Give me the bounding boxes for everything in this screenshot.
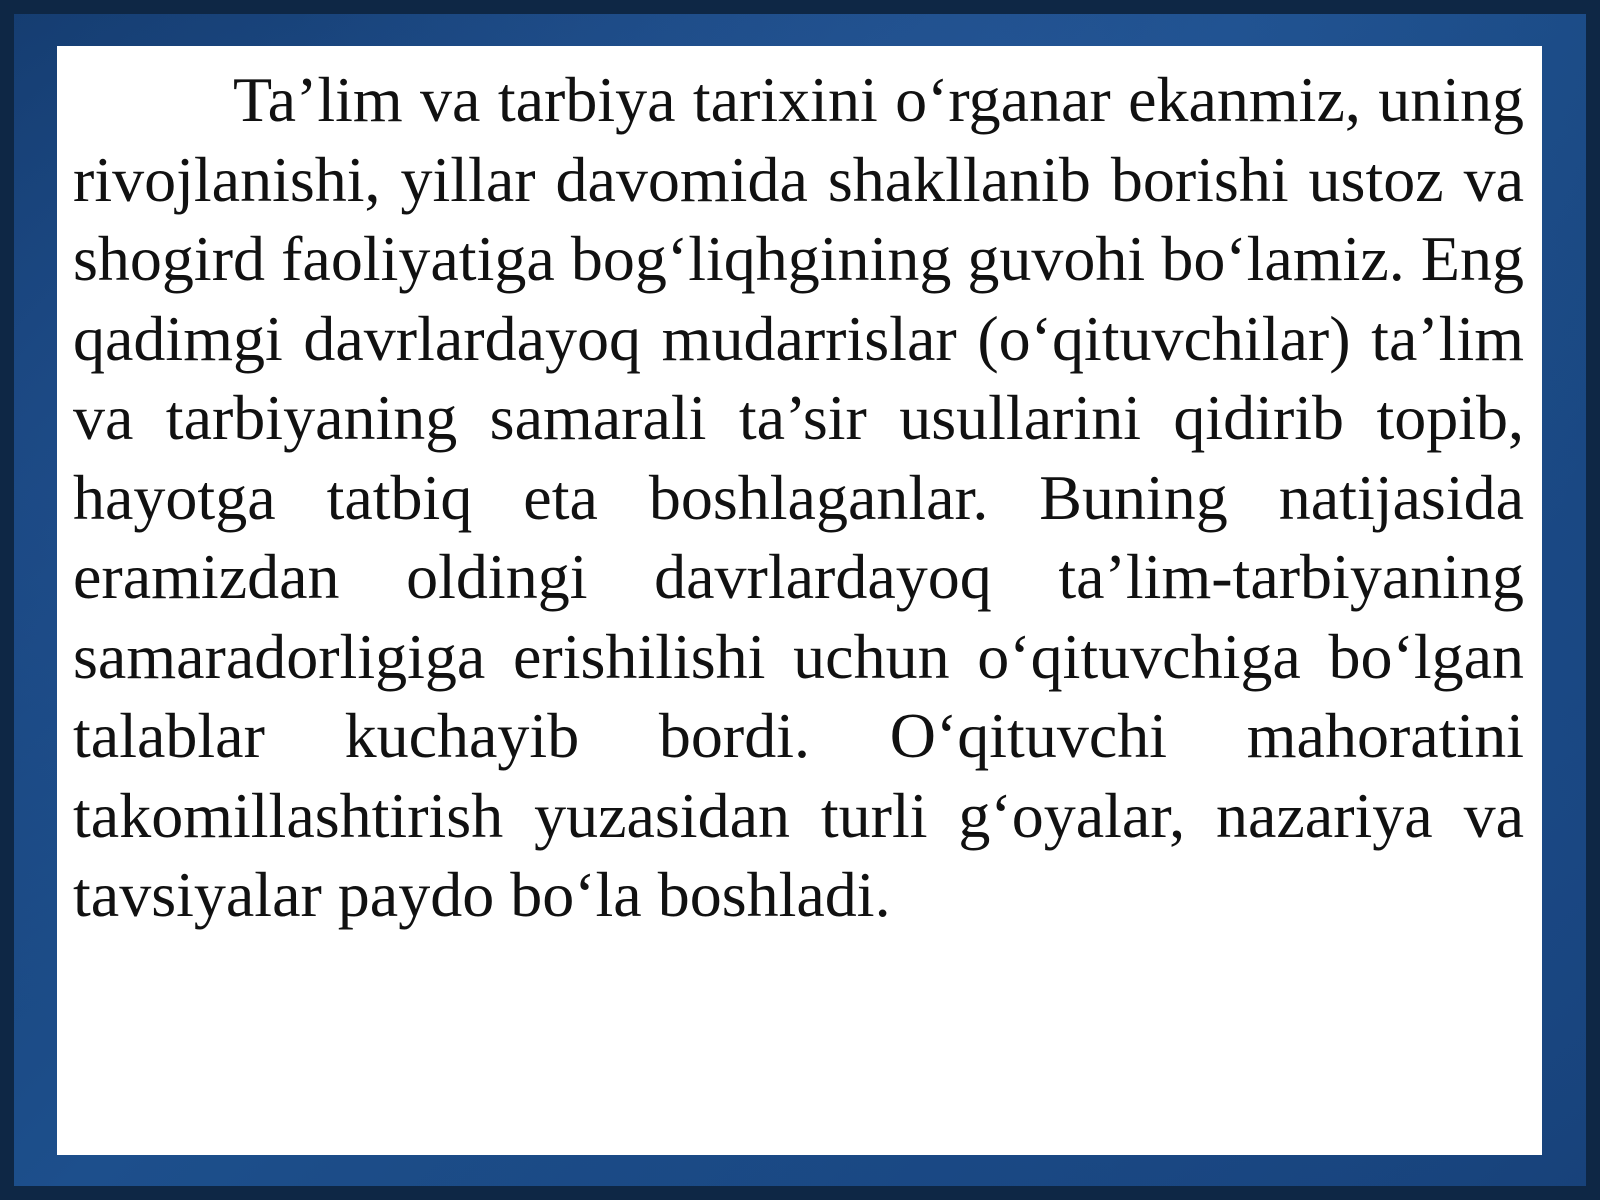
body-paragraph: Ta’lim va tarbiya tarixini o‘rganar ekanmiz, uning rivojlanishi, yillar davomida shakllanib borishi ustoz va shogird faoliyatiga bog‘liqhgining guvohi bo‘lamiz. Eng qadimgi davrlardayoq mudarrislar (o‘qituvchilar) ta’lim va tarbiyaning samarali ta’sir usullarini qidirib topib, hayotga tatbiq eta boshlaganlar. Buning natijasida eramizdan oldingi davrlardayoq ta’lim-tarbiyaning samaradorligiga erishilishi uchun o‘qituvchiga bo‘lgan talablar kuchayib bordi. O‘qituvchi mahoratini takomillashtirish yuzasidan turli g‘oyalar, nazariya va tavsiyalar paydo bo‘la boshladi.	[73, 64, 1524, 930]
text-panel	[57, 46, 1542, 1155]
